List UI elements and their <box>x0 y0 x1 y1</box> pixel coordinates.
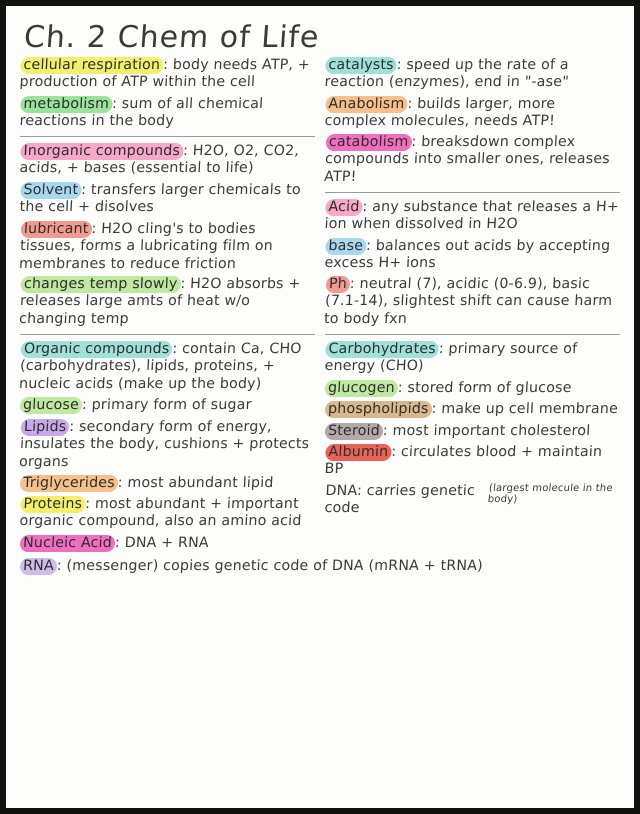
definition-text: : speed up the rate of a reaction (enzymes), end in "-ase" <box>324 57 570 91</box>
definition-text: : primary source of energy (CHO) <box>324 341 578 375</box>
term-ph: Ph <box>325 276 350 293</box>
note-entry <box>324 57 621 92</box>
right-column <box>325 57 620 556</box>
note-entry-dna <box>324 483 621 518</box>
note-entry <box>324 444 621 479</box>
term-triglycerides: Triglycerides <box>20 475 119 492</box>
note-entry <box>19 182 316 217</box>
term-glucogen: glucogen <box>325 380 399 397</box>
term-metabolism: metabolism <box>20 96 112 113</box>
note-entry <box>19 419 317 471</box>
term-inorganic-compounds: Inorganic compounds <box>20 143 183 160</box>
left-column <box>20 57 315 556</box>
term-base: base <box>325 238 367 255</box>
definition-text: : make up cell membrane <box>431 401 619 418</box>
note-entry <box>19 341 317 393</box>
divider <box>325 334 620 335</box>
term-catalysts: catalysts <box>325 57 397 74</box>
note-entry <box>325 423 621 440</box>
two-column-layout <box>20 57 620 556</box>
note-entry <box>19 143 316 178</box>
term-rna: RNA <box>20 558 58 575</box>
note-entry <box>324 238 621 273</box>
note-entry <box>20 558 621 575</box>
definition-text: : body needs ATP, + production of ATP within the cell <box>19 57 311 91</box>
definition-text: : transfers larger chemicals to the cell + disolves <box>19 181 302 216</box>
note-entry <box>325 401 621 418</box>
definition-text: : most abundant + important organic compound, also an amino acid <box>19 495 302 530</box>
right-section-catalysts <box>325 57 620 186</box>
divider <box>325 192 620 193</box>
term-steroid: Steroid <box>325 423 384 440</box>
term-catabolism: catabolism <box>325 134 411 151</box>
divider <box>20 136 315 137</box>
term-proteins: Proteins <box>20 496 86 513</box>
definition-text: : any substance that releases a H+ ion when dissolved in H2O <box>324 199 620 233</box>
definition-text: : circulates blood + maintain BP <box>324 443 603 478</box>
right-section-macromolecules <box>325 341 620 517</box>
term-acid: Acid <box>325 199 363 216</box>
note-entry <box>324 199 621 234</box>
definition-text: : H2O, O2, CO2, acids, + bases (essential to life) <box>19 143 300 177</box>
term-organic-compounds: Organic compounds <box>20 341 172 358</box>
definition-text: : most important cholesterol <box>382 422 591 439</box>
definition-text: : most abundant lipid <box>117 474 274 491</box>
definition-text: : sum of all chemical reactions in the body <box>19 95 264 129</box>
definition-text: : secondary form of energy, insulates the body, cushions + protects organs <box>18 418 310 470</box>
note-entry <box>19 276 317 328</box>
left-section-organic <box>20 341 315 551</box>
note-entry <box>324 341 621 376</box>
divider <box>20 334 315 335</box>
note-entry <box>19 96 316 131</box>
term-anabolism: Anabolism <box>325 96 408 113</box>
term-solvent: Solvent <box>20 182 82 199</box>
definition-text: : breaksdown complex compounds into smaller ones, releases ATP! <box>323 134 611 185</box>
left-section-inorganic <box>20 143 315 328</box>
definition-text: : DNA + RNA <box>114 534 210 551</box>
definition-text: : H2O cling's to bodies tissues, forms a lubricating film on membranes to reduce friction <box>18 220 274 272</box>
left-section-metabolism <box>20 57 315 130</box>
note-entry <box>324 96 621 131</box>
definition-text: : (messenger) copies genetic code of DNA (mRNA + tRNA) <box>56 557 484 574</box>
note-entry <box>20 397 316 414</box>
note-entry <box>19 496 316 531</box>
term-cellular-respiration: cellular respiration <box>20 57 164 74</box>
dna-side-note: (largest molecule in the body) <box>487 482 614 505</box>
definition-text: : neutral (7), acidic (0-6.9), basic (7.1-14), slightest shift can cause harm to body fxn <box>323 276 613 328</box>
note-entry <box>324 276 622 328</box>
term-nucleic-acid: Nucleic Acid <box>20 535 116 552</box>
term-changes-temp-slowly: changes temp slowly <box>20 276 180 293</box>
term-dna: DNA <box>325 482 358 499</box>
note-entry <box>19 57 316 92</box>
right-section-acids-bases <box>325 199 620 328</box>
term-phospholipids: phospholipids <box>325 401 432 418</box>
definition-text: : balances out acids by accepting excess H+ ions <box>324 237 611 272</box>
definition-text: : builds larger, more complex molecules, needs ATP! <box>324 95 556 129</box>
term-glucose: glucose <box>20 397 83 414</box>
definition-text: : stored form of glucose <box>397 380 573 396</box>
definition-text: : primary form of sugar <box>81 397 253 414</box>
note-entry <box>20 535 316 552</box>
definition-text: : contain Ca, CHO (carbohydrates), lipids, proteins, + nucleic acids (make up the body) <box>18 341 303 392</box>
note-entry <box>325 380 621 397</box>
page-title: Ch. 2 Chem of Life <box>22 20 321 55</box>
term-lipids: Lipids <box>20 419 69 436</box>
definition-text: : carries genetic code <box>324 482 476 516</box>
note-entry <box>19 221 317 273</box>
term-albumin: Albumin <box>325 444 392 461</box>
footer-section <box>20 558 620 575</box>
definition-text: : H2O absorbs + releases large amts of heat w/o changing temp <box>18 276 301 328</box>
note-entry <box>324 134 622 186</box>
term-lubricant: lubricant <box>20 221 91 238</box>
term-carbohydrates: Carbohydrates <box>325 341 439 358</box>
note-entry <box>20 475 316 492</box>
